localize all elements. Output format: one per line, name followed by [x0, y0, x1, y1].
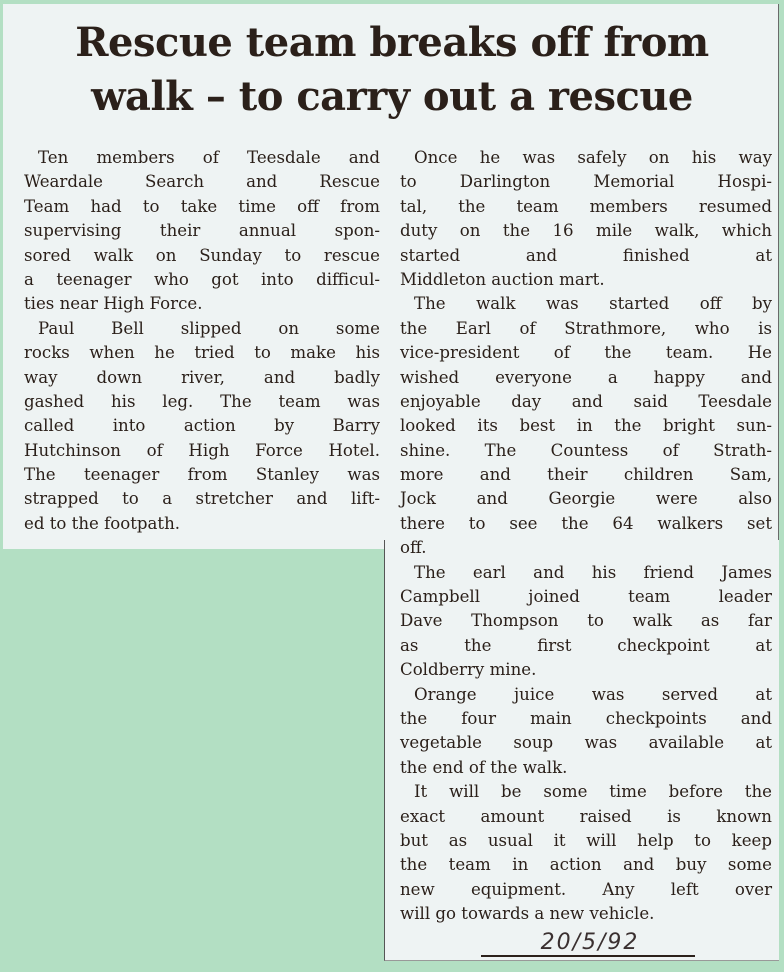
- text-line: way down river, and badly: [24, 367, 380, 387]
- paragraph: [400, 292, 772, 560]
- text-line: Hutchinson of High Force Hotel.: [24, 440, 380, 460]
- date-underline: [481, 955, 695, 957]
- headline: [22, 16, 762, 124]
- text-line: The walk was started off by: [414, 294, 772, 314]
- paragraph: [400, 146, 772, 292]
- headline-line-2: walk – to carry out a rescue: [91, 73, 693, 120]
- text-line: tal, the team members resumed: [400, 196, 772, 216]
- text-line: rocks when he tried to make his: [24, 343, 380, 363]
- text-line: Middleton auction mart.: [400, 269, 605, 289]
- headline-line-1: Rescue team breaks off from: [75, 19, 709, 66]
- text-line: Once he was safely on his way: [414, 148, 772, 167]
- text-line: shine. The Countess of Strath-: [400, 440, 772, 460]
- text-line: gashed his leg. The team was: [24, 391, 380, 411]
- paragraph: [400, 683, 772, 781]
- text-line: Paul Bell slipped on some: [38, 318, 380, 338]
- text-line: but as usual it will help to keep: [400, 830, 772, 850]
- text-line: Team had to take time off from: [24, 196, 380, 216]
- text-line: Ten members of Teesdale and: [38, 148, 380, 167]
- text-line: as the first checkpoint at: [400, 635, 772, 655]
- text-line: the Earl of Strathmore, who is: [400, 318, 772, 338]
- text-line: to Darlington Memorial Hospi-: [400, 172, 772, 192]
- text-line: ed to the footpath.: [24, 513, 181, 533]
- text-line: Jock and Georgie were also: [400, 489, 772, 509]
- text-line: enjoyable day and said Teesdale: [400, 391, 772, 411]
- text-line: called into action by Barry: [24, 416, 380, 436]
- paragraph: [400, 780, 772, 926]
- text-line: a teenager who got into difficul-: [24, 269, 380, 289]
- text-line: exact amount raised is known: [400, 806, 772, 826]
- article-column-left: [24, 146, 380, 536]
- text-line: ties near High Force.: [24, 294, 203, 314]
- text-line: the end of the walk.: [400, 757, 568, 777]
- handwritten-date: 20/5/92: [540, 930, 640, 955]
- paragraph: [24, 146, 380, 317]
- text-line: more and their children Sam,: [400, 465, 772, 485]
- text-line: strapped to a stretcher and lift-: [24, 489, 380, 509]
- text-line: vegetable soup was available at: [400, 733, 772, 753]
- text-line: the team in action and buy some: [400, 855, 772, 875]
- text-line: there to see the 64 walkers set: [400, 513, 772, 533]
- paragraph: [400, 561, 772, 683]
- article-column-right: [400, 146, 772, 927]
- text-line: Coldberry mine.: [400, 660, 537, 680]
- text-line: started and finished at: [400, 245, 772, 265]
- paragraph: [24, 317, 380, 537]
- text-line: off.: [400, 538, 427, 558]
- text-line: Orange juice was served at: [414, 684, 772, 704]
- text-line: It will be some time before the: [414, 782, 772, 802]
- text-line: wished everyone a happy and: [400, 367, 772, 387]
- text-line: looked its best in the bright sun-: [400, 416, 772, 436]
- text-line: sored walk on Sunday to rescue: [24, 245, 380, 265]
- text-line: Campbell joined team leader: [400, 587, 772, 607]
- text-line: Weardale Search and Rescue: [24, 172, 380, 192]
- text-line: The earl and his friend James: [414, 562, 772, 582]
- text-line: duty on the 16 mile walk, which: [400, 221, 772, 241]
- text-line: Dave Thompson to walk as far: [400, 611, 772, 631]
- text-line: will go towards a new vehicle.: [400, 904, 655, 924]
- text-line: new equipment. Any left over: [400, 879, 772, 899]
- text-line: vice-president of the team. He: [400, 343, 772, 363]
- text-line: the four main checkpoints and: [400, 708, 772, 728]
- text-line: The teenager from Stanley was: [24, 465, 380, 485]
- text-line: supervising their annual spon-: [24, 221, 380, 241]
